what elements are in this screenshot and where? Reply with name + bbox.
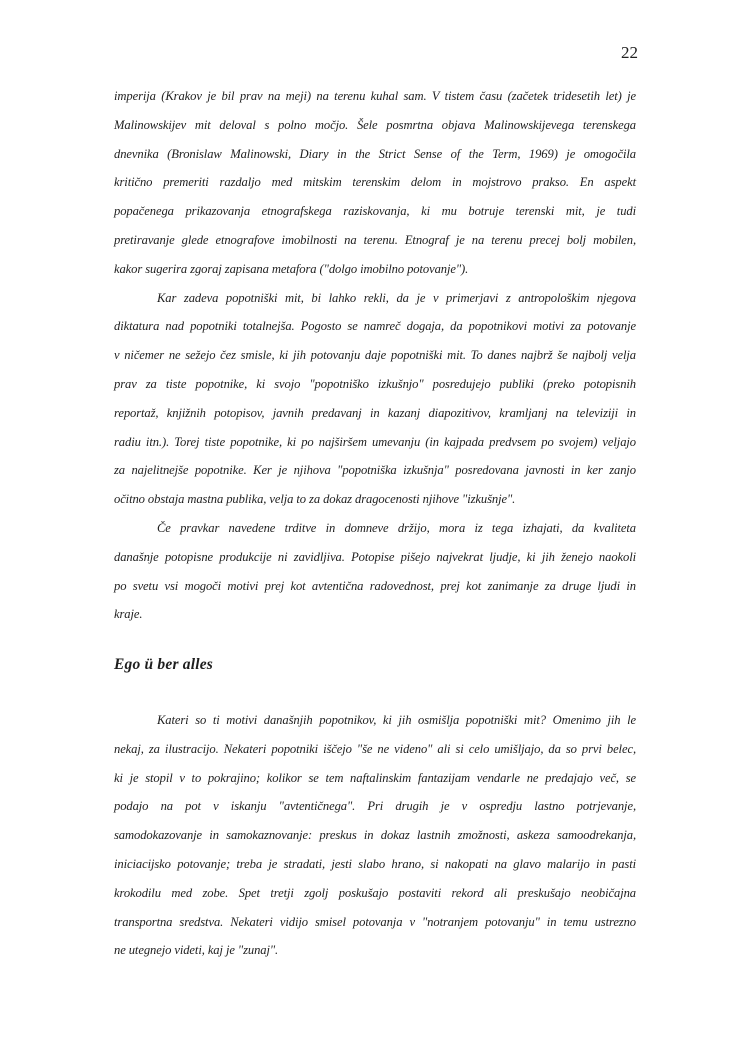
text-line: v ničemer ne sežejo čez smisle, ki jih potovanju daje popotniški mit. To danes najbrž še najbolj velja xyxy=(114,348,636,363)
text-line: po svetu vsi mogoči motivi prej kot avtentična radovednost, prej kot zanimanje za druge ljudi in xyxy=(114,578,636,593)
text-line: transportna sredstva. Nekateri vidijo smisel potovanja v "notranjem potovanju" in temu ustrezno xyxy=(114,914,636,929)
text-line: radiu itn.). Torej tiste popotnike, ki po najširšem umevanju (in kajpada predvsem po svojem) veljajo xyxy=(114,434,636,449)
text-line: Kar zadeva popotniški mit, bi lahko rekli, da je v primerjavi z antropološkim njegova xyxy=(157,290,636,305)
text-line: pretiravanje glede etnografove imobilnosti na terenu. Etnograf je na terenu precej bolj mobilen, xyxy=(114,232,636,247)
text-line: Če pravkar navedene trditve in domneve držijo, mora iz tega izhajati, da kvaliteta xyxy=(157,520,636,535)
paragraphs-after-heading xyxy=(114,706,636,965)
text-line: krokodilu med zobe. Spet tretji zgolj poskušajo postaviti rekord ali preskušajo neobičajna xyxy=(114,885,636,900)
text-line: Malinowskijev mit deloval s polno močjo. Šele posmrtna objava Malinowskijevega terenskega xyxy=(114,117,636,132)
text-line: ki je stopil v to pokrajino; kolikor se tem naftalinskim fantazijam vendarle ne predajajo več, se xyxy=(114,770,636,785)
text-line: samodokazovanje in samokaznovanje: preskus in dokaz lastnih zmožnosti, askeza samoodrekanja, xyxy=(114,828,636,843)
paragraph xyxy=(114,284,636,514)
text-line: reportaž, knjižnih potopisov, javnih predavanj in kazanj diapozitivov, kramljanj na televiziji in xyxy=(114,405,636,420)
text-line: Kateri so ti motivi današnjih popotnikov, ki jih osmišlja popotniški mit? Omenimo jih le xyxy=(157,712,636,727)
text-line: iniciacijsko potovanje; treba je stradati, jesti slabo hrano, si nakopati na glavo malarijo in pasti xyxy=(114,856,636,871)
document-body xyxy=(114,82,636,965)
text-line: današnje potopisne produkcije ni zavidljiva. Potopise pišejo najvekrat ljudje, ki jih ženejo naokoli xyxy=(114,549,636,564)
text-line: diktatura nad popotniki totalnejša. Pogosto se namreč dogaja, da popotnikovi motivi za potovanje xyxy=(114,319,636,334)
text-line: kritično premeriti razdaljo med mitskim terenskim delom in mojstrovo prakso. En aspekt xyxy=(114,175,636,190)
paragraphs-before-heading xyxy=(114,82,636,629)
text-line: kraje. xyxy=(114,607,143,622)
text-line: kakor sugerira zgoraj zapisana metafora ("dolgo imobilno potovanje"). xyxy=(114,261,469,276)
text-line: očitno obstaja mastna publika, velja to za dokaz dragocenosti njihove "izkušnje". xyxy=(114,492,516,507)
text-line: imperija (Krakov je bil prav na meji) na terenu kuhal sam. V tistem času (začetek tridesetih let) je xyxy=(114,89,636,103)
text-line: za najelitnejše popotnike. Ker je njihova "popotniška izkušnja" posredovana javnosti in ker zanjo xyxy=(114,463,636,478)
paragraph xyxy=(114,514,636,629)
text-line: ne utegnejo videti, kaj je "zunaj". xyxy=(114,943,279,958)
section-heading: Ego ü ber alles xyxy=(114,656,214,674)
paragraph xyxy=(114,706,636,965)
text-line: prav za tiste popotnike, ki svojo "popotniško izkušnjo" posredujejo publiki (preko potopisnih xyxy=(114,376,636,391)
text-line: nekaj, za ilustracijo. Nekateri popotniki iščejo "še ne videno" ali si celo umišljajo, da so prvi belec, xyxy=(114,741,636,756)
paragraph xyxy=(114,82,636,284)
text-line: podajo na pot v iskanju "avtentičnega". Pri drugih je v ospredju lastno potrjevanje, xyxy=(114,799,636,814)
text-line: popačenega prikazovanja etnografskega raziskovanja, ki mu botruje terenski mit, je tudi xyxy=(114,204,636,219)
page-number: 22 xyxy=(621,43,638,62)
text-line: dnevnika (Bronislaw Malinowski, Diary in the Strict Sense of the Term, 1969) je omogočila xyxy=(114,146,636,161)
